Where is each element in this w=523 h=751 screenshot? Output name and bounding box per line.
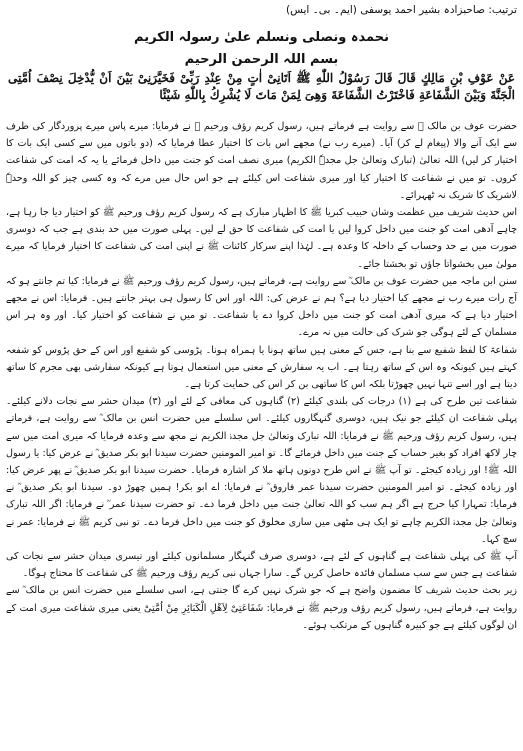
- article-heading: نحمدہ ونصلی ونسلم علیٰ رسولہ الکریم: [134, 30, 389, 45]
- bismillah-line: بسم اللہ الرحمن الرحیم: [184, 52, 339, 67]
- paragraph-summary: آپ ﷺ کی پہلی شفاعت ہے گناہوں کے لئے ہے، دوسری صرف گنہگار مسلمانوں کیلئے اور تیسری میدان حشر سے نجات کی شفاعت ہے جس سے سب مسلمان فائدہ حاصل کریں گے۔ سارا جہاں نبی کریم رؤف ورحیم ﷺ کی شفاعت کا محتاج ہوگا۔: [6, 551, 517, 580]
- paragraph-shafaah-meaning: شفاعۃ کا لفظ شفیع سے بنا ہے، جس کے معنی ہیں ساتھ ہونا یا ہمراہ ہونا۔ پڑوسی کو شفیع اور اس کے حق پڑوس کو شفعہ کہتے ہیں کیونکہ وہ اس کے ساتھ رہتا ہے۔ اب یہ سفارش کے معنی میں استعمال ہوتا ہے کیونکہ سفارشی بھی مجرم کا ساتھ دیتا ہے اور اسے تنہا نہیں چھوڑتا بلکہ اس کا ساتھی بن کر اس کی حمایت کرتا ہے۔: [6, 344, 517, 391]
- article-body: [6, 118, 517, 634]
- hadith-arabic-text: عَنْ عَوْفِ بْنِ مَالِكٍ قَالَ قَالَ رَسُوْلُ اللّٰهِ ﷺ اَتَانِیْ اٰتٍ مِنْ عِنْدِ رَبِّیْ فَخَیَّرَنِیْ بَیْنَ اَنْ یُّدْخِلَ نِصْفَ اُمَّتِی الْجَنَّةَ وَبَیْنَ الشَّفَاعَةِ فَاخْتَرْتُ الشَّفَاعَةَ وَھِیَ لِمَنْ مَاتَ لَا یُشْرِكُ بِاللّٰهِ شَیْئًا: [8, 71, 515, 102]
- paragraph-ibn-majah: سنن ابن ماجہ میں حضرت عوف بن مالک ؓ سے روایت ہے، فرماتے ہیں، رسول کریم رؤف ورحیم ﷺ نے فرمایا: کیا تم جانتے ہو کہ آج رات میرے رب نے مجھے کیا اختیار دیا ہے؟ ہم نے عرض کی: اللہ اور اس کا رسول ہی بہتر جانتے ہیں۔ فرمایا: اس نے مجھے اختیار دیا ہے کہ میری آدھی امت کو جنت میں داخل کروا دے یا شفاعت۔ تو میں نے شفاعت کو اختیار کیا۔ اور وہ ہر اس مسلمان کے لئے ہوگی جو شرک کی حالت میں نہ مرے۔: [6, 275, 517, 339]
- paragraph-conclusion: زیر بحث حدیث شریف کا مضمون واضح ہے کہ جو شرک نہیں کرے گا جنتی ہے، اسی سلسلے میں حضرت انس بن مالک ؓ سے روایت ہے، فرماتے ہیں، رسول کریم رؤف ورحیم ﷺ نے فرمایا: شَفَاعَتِیْ لِاَھْلِ الْکَبَائِرِ مِنْ اُمَّتِیْ یعنی میری شفاعت میری امت کے ان لوگوں کیلئے ہے جو کبیرہ گناہوں کے مرتکب ہوئے۔: [6, 585, 517, 631]
- compiler-credit: ترتیب: صاحبزادہ بشیر احمد یوسفی (ایم۔ بی۔ ایس): [285, 4, 517, 16]
- paragraph-translation: حضرت عوف بن مالک ؓ سے روایت ہے فرماتے ہیں، رسول کریم رؤف ورحیم ﷺ نے فرمایا: میرے پاس میرے پروردگار کی طرف سے ایک آنے والا (پیغام لے کر) آیا۔ (میرے رب نے) مجھے اس بات کا اختیار عطا فرمایا کہ (دو باتوں میں سے کسی ایک بات کا اختیار کر لیں) اللہ تعالیٰ (تبارک وتعالیٰ جل مجدہٗ الکریم) میری نصف امت کو جنت میں داخل فرمائے یا یہ کہ امت کی شفاعت کروں۔ تو میں نے شفاعت کا اختیار کیا اور میری شفاعت اس کیلئے ہے جو اس حال میں مرے کہ وہ کسی چیز کو اللہ وحدہٗ لاشریک کا شریک نہ ٹھہرائے۔: [6, 121, 517, 201]
- paragraph-explanation: اس حدیث شریف میں عظمت وشان حبیب کبریا ﷺ کا اظہار مبارک ہے کہ رسول کریم رؤف ورحیم ﷺ کو اختیار دیا جا رہا ہے، چاہے آدھی امت کو جنت میں داخل کروا لیں یا امت کی شفاعت کا حق لے لیں۔ پہلی صورت میں حد بندی ہے جب کہ دوسری صورت میں بے حد وحساب کے داخلہ کا وعدہ ہے۔ لہٰذا اپنے سرکار کائنات ﷺ نے اپنی امت کی شفاعت کا اختیار فرمایا کہ میرے مولیٰ میں بخشواتا جاؤں تو بخشتا جائے۔: [6, 207, 517, 270]
- paragraph-types-of-shafaah: شفاعت تین طرح کی ہے (۱) درجات کی بلندی کیلئے (۲) گناہوں کی معافی کے لئے اور (۳) میدان حشر سے نجات دلانے کیلئے۔ پہلی شفاعت ان کیلئے جو نیک ہیں، دوسری گنہگاروں کیلئے۔ اس سلسلے میں حضرت انس بن مالک ؓ سے روایت ہے، فرماتے ہیں، رسول کریم رؤف ورحیم ﷺ نے فرمایا: اللہ تبارک وتعالیٰ جل مجدہٗ الکریم نے مجھ سے وعدہ فرمایا کہ میری امت میں سے چار لاکھ افراد کو بغیر حساب کے جنت میں داخل فرمائے گا۔ تو امیر المومنین حضرت سیدنا ابو بکر صدیق ؓ نے عرض کیا: یا رسول اللہ ﷺ! اور زیادہ کیجئے۔ تو آپ ﷺ نے اس طرح دونوں ہاتھ ملا کر اشارہ فرمایا۔ حضرت سیدنا ابو بکر صدیق ؓ نے پھر عرض کیا: اور زیادہ کیجئے۔ تو امیر المومنین حضرت سیدنا عمر فاروق ؓ نے فرمایا: اے ابو بکر! ہمیں چھوڑ دو۔ سیدنا ابو بکر صدیق ؓ نے فرمایا: تمہارا کیا حرج ہے اگر ہم سب کو اللہ تعالیٰ جنت میں داخل فرما دے۔ تو حضرت سیدنا عمر ؓ نے فرمایا: اگر اللہ تبارک وتعالیٰ جل مجدہٗ الکریم چاہے تو ایک ہی مٹھی میں ساری مخلوق کو جنت میں داخل فرما دے۔ تو نبی کریم ﷺ نے فرمایا: عمر نے سچ کہا۔: [6, 396, 517, 545]
